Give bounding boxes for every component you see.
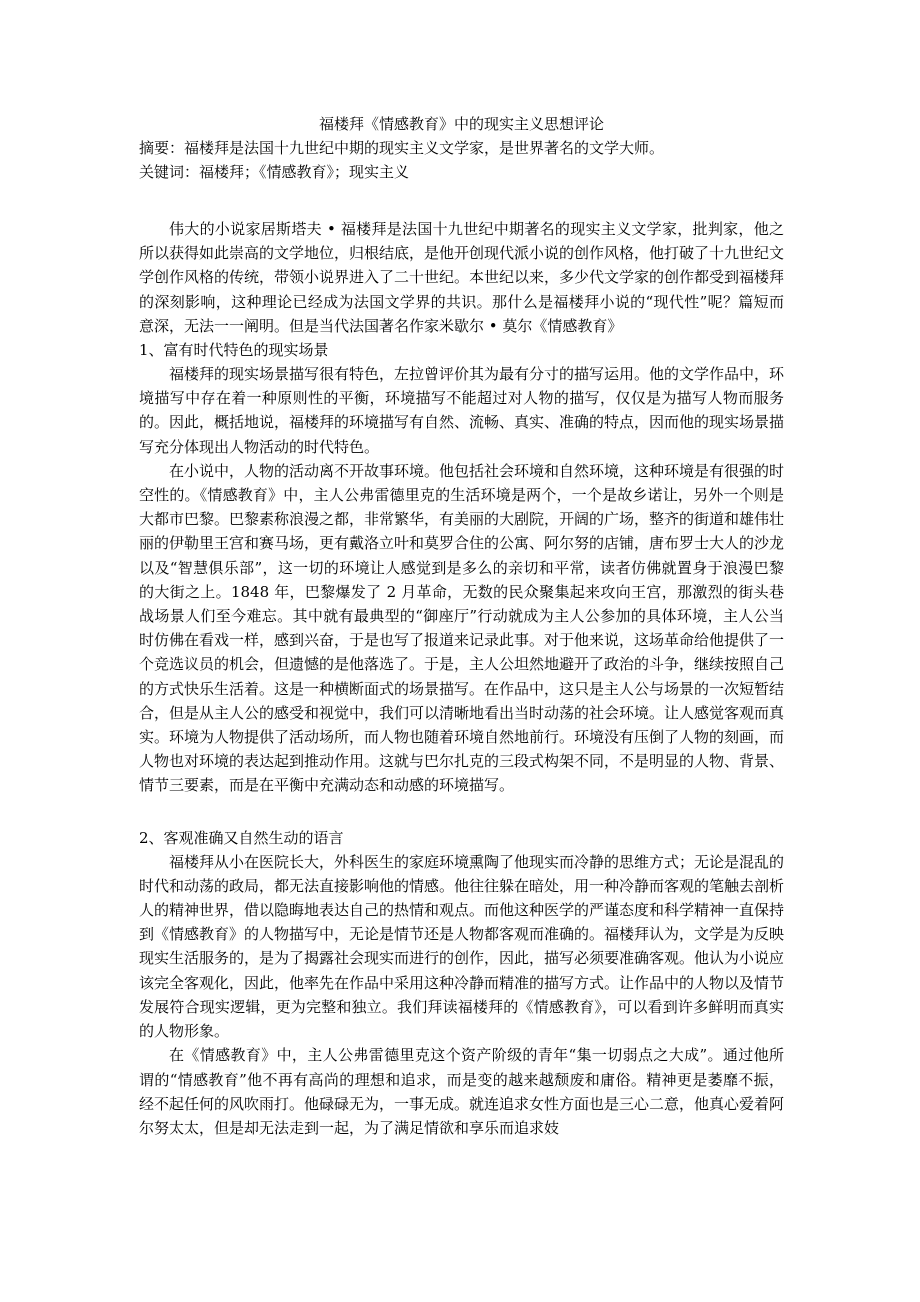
- blank-line: [139, 798, 784, 822]
- document-page: [139, 112, 784, 1140]
- document-title: 福楼拜《情感教育》中的现实主义思想评论: [318, 115, 604, 133]
- abstract: 摘要：福楼拜是法国十九世纪中期的现实主义文学家，是世界著名的文学大师。: [139, 139, 665, 157]
- section-1-paragraph-2: 在小说中，人物的活动离不开故事环境。他包括社会环境和自然环境，这种环境是有很强的时空性的。《情感教育》中，主人公弗雷德里克的生活环境是两个，一个是故乡诺让，另外一个则是大都市巴黎。巴黎素称浪漫之都，非常繁华，有美丽的大剧院，开阔的广场，整齐的街道和雄伟壮丽的伊勒里王宫和赛马场，更有戴洛立叶和莫罗合住的公寓、阿尔努的店铺，唐布罗士大人的沙龙以及“智慧俱乐部”，这一切的环境让人感觉到是多么的亲切和平常，读者仿佛就置身于浪漫巴黎的大街之上。1848 年，巴黎爆发了 2 月革命，无数的民众聚集起来攻向王宫，那激烈的街头巷战场景人们至今难忘。其中就有最典型的“御座厅”行动就成为主人公参加的具体环境，主人公当时仿佛在看戏一样，感到兴奋，于是也写了报道来记录此事。对于他来说，这场革命给他提供了一个竞选议员的机会，但遗憾的是他落选了。于是，主人公坦然地避开了政治的斗争，继续按照自己的方式快乐生活着。这是一种横断面式的场景描写。在作品中，这只是主人公与场景的一次短暂结合，但是从主人公的感受和视觉中，我们可以清晰地看出当时动荡的社会环境。让人感觉客观而真实。环境为人物提供了活动场所，而人物也随着环境自然地前行。环境没有压倒了人物的刻画，而人物也对环境的表达起到推动作用。这就与巴尔扎克的三段式构架不同，不是明显的人物、背景、情节三要素，而是在平衡中充满动态和动感的环境描写。: [139, 461, 785, 795]
- section-2-paragraph-2: 在《情感教育》中，主人公弗雷德里克这个资产阶级的青年“集一切弱点之大成”。通过他所谓的“情感教育”他不再有高尚的理想和追求，而是变的越来越颓废和庸俗。精神更是萎靡不振，经不起任何的风吹雨打。他碌碌无为，一事无成。就连追求女性方面也是三心二意，他真心爱着阿尔努太太，但是却无法走到一起，为了满足情欲和享乐而追求妓: [139, 1046, 785, 1137]
- section-1-heading: 1、富有时代特色的现实场景: [139, 341, 329, 360]
- section-2-paragraph-1: 福楼拜从小在医院长大，外科医生的家庭环境熏陶了他现实而冷静的思维方式；无论是混乱的时代和动荡的政局，都无法直接影响他的情感。他往往躲在暗处，用一种冷静而客观的笔触去剖析人的精神世界，借以隐晦地表达自己的热情和观点。而他这种医学的严谨态度和科学精神一直保持到《情感教育》的人物描写中，无论是情节还是人物都客观而准确的。福楼拜认为，文学是为反映现实生活服务的，是为了揭露社会现实而进行的创作，因此，描写必须要准确客观。他认为小说应该完全客观化，因此，他率先在作品中采用这种冷静而精准的描写方式。让作品中的人物以及情节发展符合现实逻辑，更为完整和独立。我们拜读福楼拜的《情感教育》，可以看到许多鲜明而真实的人物形象。: [139, 852, 785, 1041]
- section-2-heading: 2、客观准确又自然生动的语言: [139, 828, 344, 847]
- intro-paragraph: 伟大的小说家居斯塔夫 • 福楼拜是法国十九世纪中期著名的现实主义文学家，批判家，他之所以获得如此崇高的文学地位，归根结底，是他开创现代派小说的创作风格，他打破了十九世纪文学创作风格的传统，带领小说界进入了二十世纪。本世纪以来，多少代文学家的创作都受到福楼拜的深刻影响，这种理论已经成为法国文学界的共识。那什么是福楼拜小说的“现代性”呢？篇短而意深，无法一一阐明。但是当代法国著名作家米歇尔 • 莫尔《情感教育》: [139, 220, 785, 335]
- keywords: 关键词：福楼拜；《情感教育》；现实主义: [139, 163, 410, 181]
- section-1-paragraph-1: 福楼拜的现实场景描写很有特色，左拉曾评价其为最有分寸的描写运用。他的文学作品中，环境描写中存在着一种原则性的平衡，环境描写不能超过对人物的描写，仅仅是为描写人物而服务的。因此，概括地说，福楼拜的环境描写有自然、流畅、真实、准确的特点，因而他的现实场景描写充分体现出人物活动的时代特色。: [139, 365, 785, 456]
- blank-line: [139, 184, 784, 208]
